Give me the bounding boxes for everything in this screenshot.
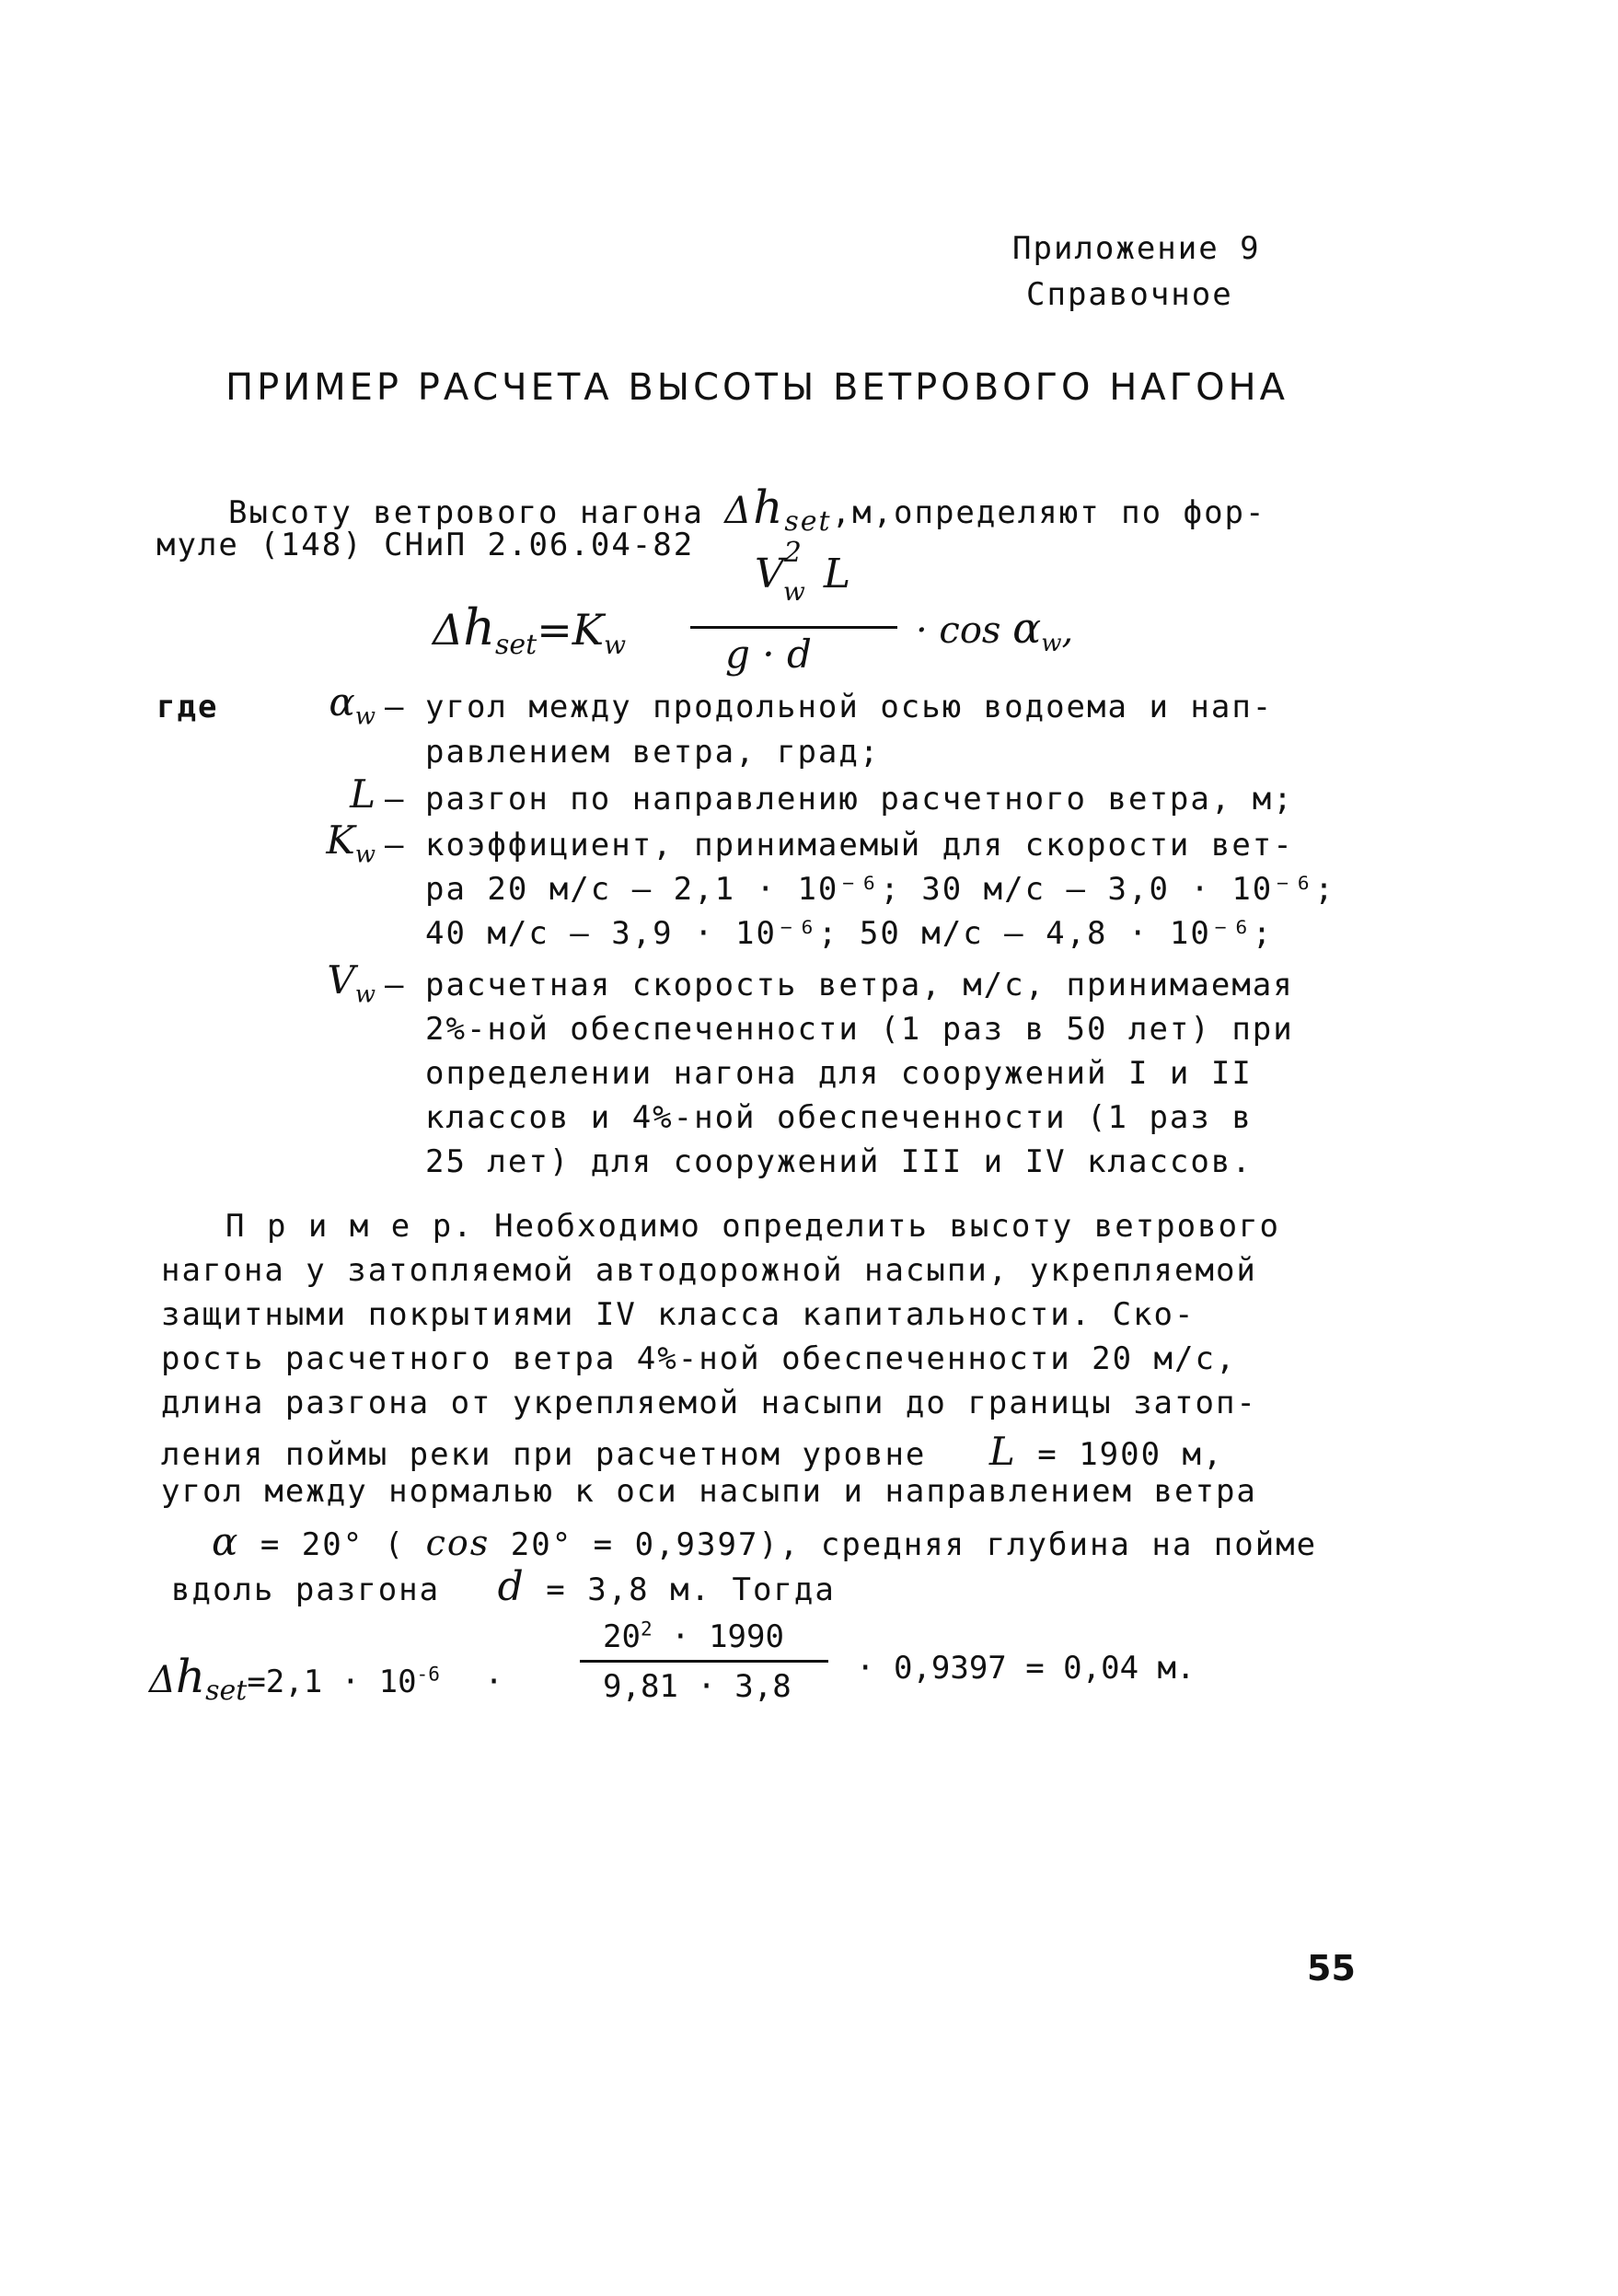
example-l-text-a: ления поймы реки при расчетном уровне	[161, 1436, 927, 1473]
example-line-angle: угол между нормалью к оси насыпи и направлением ветра	[161, 1473, 1257, 1510]
example-d-text-a: вдоль разгона	[171, 1571, 441, 1608]
formula-fraction-bar	[690, 626, 897, 629]
formula-cos-part	[916, 603, 1074, 657]
example-first-rest: Необходимо определить высоту ветрового	[494, 1208, 1280, 1245]
formula-set-sub: set	[495, 629, 537, 662]
example-d-text-b: = 3,8 м. Тогда	[546, 1571, 836, 1608]
intro-text-b: ,м,определяют по фор-	[831, 494, 1266, 531]
formula-delta: Δ	[433, 605, 464, 655]
formula-v-sup: 2	[783, 537, 802, 569]
where-k-line-2: ра 20 м/с – 2,1 · 10⁻⁶; 30 м/с – 3,0 · 10⁻⁶;	[425, 871, 1335, 908]
appendix-label: Приложение 9	[1012, 230, 1261, 267]
formula-equals: =	[537, 605, 572, 655]
where-symbol-v: $V_w$	[327, 957, 376, 1009]
formula-v-sub: w	[782, 576, 805, 607]
formula-v: V	[755, 551, 784, 597]
calc-coef-exp: -6	[416, 1662, 440, 1686]
calc-fraction-bar	[580, 1660, 828, 1663]
reference-label: Справочное	[1026, 276, 1233, 313]
where-dash: –	[385, 827, 404, 864]
where-alpha-line-2: равлением ветра, град;	[425, 734, 881, 771]
example-heading: П р и м е р.	[225, 1208, 474, 1245]
where-k-line-1: коэффициент, принимаемый для скорости вет-	[425, 827, 1294, 864]
formula-lhs	[433, 598, 627, 662]
calc-numerator: $20^2 \cdot 1990$	[603, 1617, 784, 1655]
h-symbol: h	[753, 481, 785, 534]
where-v-line-1: расчетная скорость ветра, м/с, принимаемая	[425, 967, 1294, 1003]
formula-numerator	[755, 537, 851, 607]
formula-l: L	[823, 551, 851, 597]
formula-cos: · cos	[916, 609, 1001, 652]
where-dash: –	[385, 689, 404, 725]
calc-lhs	[149, 1650, 503, 1707]
example-line: нагона у затопляемой автодорожной насыпи, укрепляемой	[161, 1252, 1257, 1289]
calc-set-sub: set	[205, 1674, 248, 1707]
intro-line-2: муле (148) СНиП 2.06.04-82	[156, 527, 695, 563]
intro-text-a: Высоту ветрового нагона	[228, 494, 704, 531]
where-k-line-3: 40 м/с – 3,9 · 10⁻⁶; 50 м/с – 4,8 · 10⁻⁶;	[425, 915, 1274, 952]
calc-denominator: 9,81 · 3,8	[603, 1668, 792, 1705]
example-cos: cos	[425, 1523, 491, 1563]
calc-delta: Δ	[149, 1659, 176, 1701]
where-dash: –	[385, 781, 404, 818]
example-alpha-text-b: 20° = 0,9397), средняя глубина на пойме	[510, 1526, 1318, 1563]
where-l-line-1: разгон по направлению расчетного ветра, м;	[425, 781, 1294, 818]
formula-alpha-sub: w	[1041, 630, 1062, 657]
example-line-d	[171, 1563, 836, 1610]
where-symbol-k: $K_w$	[326, 818, 376, 869]
delta-symbol: Δ	[724, 490, 754, 532]
formula-k: K	[572, 605, 605, 655]
example-line: рость расчетного ветра 4%-ной обеспеченности 20 м/с,	[161, 1340, 1237, 1377]
example-d-symbol: d	[497, 1563, 526, 1610]
formula-alpha: α	[1012, 603, 1042, 653]
where-v-line-5: 25 лет) для сооружений III и IV классов.	[425, 1143, 1253, 1180]
example-line-alpha	[212, 1519, 1317, 1564]
formula-h: h	[463, 598, 496, 656]
example-l-symbol: L	[988, 1429, 1017, 1474]
example-l-text-b: = 1900 м,	[1037, 1436, 1224, 1473]
where-v-line-2: 2%-ной обеспеченности (1 раз в 50 лет) при	[425, 1011, 1294, 1048]
calc-coef: =2,1 · 10	[247, 1664, 417, 1700]
example-line: защитными покрытиями IV класса капитальности. Ско-	[161, 1296, 1196, 1333]
where-v-line-3: определении нагона для сооружений I и II	[425, 1055, 1253, 1092]
example-alpha-text-a: = 20° (	[260, 1526, 406, 1563]
where-v-line-4: классов и 4%-ной обеспеченности (1 раз в	[425, 1099, 1253, 1136]
calc-numerator-exp: 2	[640, 1617, 653, 1641]
calc-dot: ·	[484, 1664, 503, 1700]
calc-h: h	[175, 1650, 206, 1703]
where-label: где	[156, 689, 219, 725]
formula-denominator: g · d	[725, 632, 812, 677]
example-first-line	[225, 1208, 1280, 1245]
where-symbol-l: L	[350, 771, 376, 817]
formula-tail: ,	[1061, 609, 1074, 652]
where-alpha-line-1: угол между продольной осью водоема и нап-	[425, 689, 1274, 725]
calc-result: · 0,9397 = 0,04 м.	[856, 1650, 1196, 1687]
set-subscript: set	[784, 504, 832, 538]
example-line: длина разгона от укрепляемой насыпи до границы затоп-	[161, 1385, 1257, 1421]
example-alpha-symbol: α	[212, 1519, 240, 1564]
page-title: ПРИМЕР РАСЧЕТА ВЫСОТЫ ВЕТРОВОГО НАГОНА	[225, 366, 1289, 409]
formula-k-sub: w	[604, 630, 627, 661]
where-dash: –	[385, 967, 404, 1003]
where-symbol-alpha: $\alpha_w$	[329, 679, 376, 731]
page-number: 55	[1307, 1948, 1356, 1989]
example-line-l	[161, 1429, 1223, 1474]
